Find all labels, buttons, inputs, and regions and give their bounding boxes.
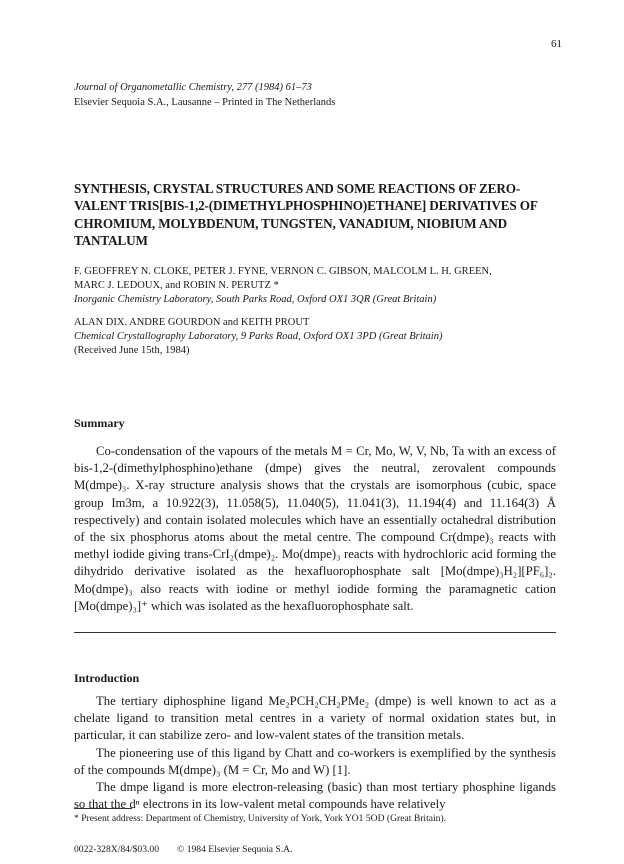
imprint-line — [74, 844, 293, 855]
received-date: (Received June 15th, 1984) — [74, 345, 190, 356]
authors-block — [74, 265, 564, 358]
author-list-2: ALAN DIX. ANDRE GOURDON and KEITH PROUT — [74, 317, 310, 328]
publisher-line: Elsevier Sequoia S.A., Lausanne – Printed in The Netherlands — [74, 97, 336, 108]
affiliation-2: Chemical Crystallography Laboratory, 9 Parks Road, Oxford OX1 3PD (Great Britain) — [74, 331, 443, 342]
journal-citation: Journal of Organometallic Chemistry, 277 (1984) 61–73 — [74, 82, 312, 93]
summary-body — [74, 443, 556, 615]
section-divider — [74, 632, 556, 633]
summary-heading: Summary — [74, 416, 125, 430]
intro-paragraph-3: The dmpe ligand is more electron-releasing (basic) than most tertiary phosphine ligands so that the dⁿ electrons in its low-valent metal compounds have relatively — [74, 780, 556, 812]
author-list-1a: F. GEOFFREY N. CLOKE, PETER J. FYNE, VERNON C. GIBSON, MALCOLM L. H. GREEN, — [74, 266, 492, 277]
intro-paragraph-1: The tertiary diphosphine ligand Me₂PCH₂CH₂PMe₂ (dmpe) is well known to act as a chelate ligand to transition metal centres in a variety of normal oxidation states but, in particular, it can stabilize zero- and low-valent states of the transition metals. — [74, 694, 556, 743]
introduction-body — [74, 693, 556, 813]
affiliation-1: Inorganic Chemistry Laboratory, South Parks Road, Oxford OX1 3QR (Great Britain) — [74, 294, 437, 305]
copyright-notice: © 1984 Elsevier Sequoia S.A. — [177, 844, 293, 855]
author-list-1b: MARC J. LEDOUX, and ROBIN N. PERUTZ * — [74, 280, 279, 291]
introduction-heading: Introduction — [74, 671, 140, 685]
article-title: SYNTHESIS, CRYSTAL STRUCTURES AND SOME REACTIONS OF ZERO-VALENT TRIS[BIS-1,2-(DIMETHYLPHOSPHINO)ETHANE] DERIVATIVES OF CHROMIUM, MOLYBDENUM, TUNGSTEN, VANADIUM, NIOBIUM AND TANTALUM — [74, 181, 538, 249]
page-number: 61 — [551, 38, 562, 50]
intro-paragraph-2: The pioneering use of this ligand by Chatt and co-workers is exemplified by the synthesis of the compounds M(dmpe)₃ (M = Cr, Mo and W) [1]. — [74, 745, 556, 777]
summary-text: Co-condensation of the vapours of the metals M = Cr, Mo, W, V, Nb, Ta with an excess of bis-1,2-(dimethylphosphino)ethane (dmpe) gives the neutral, zerovalent compounds M(dmpe)₃. X-ray structure analysis shows that the crystals are isomorphous (cubic, space group Im3m, a 10.922(3), 11.058(5), 11.040(5), 11.041(3), 11.194(4) and 11.164(3) Å respectively) and contain isolated molecules which have an essentially octahedral distribution of the six phosphorus atoms about the metal centre. The compound Cr(dmpe)₃ reacts with methyl iodide giving trans-CrI₂(dmpe)₂. Mo(dmpe)₃ reacts with hydrochloric acid forming the dihydrido derivative isolated as the hexafluorophosphate salt [Mo(dmpe)₃H₂][PF₆]₂. Mo(dmpe)₃ also reacts with iodine or methyl iodide forming the paramagnetic cation [Mo(dmpe)₃]⁺ which was isolated as the hexafluorophosphate salt. — [74, 444, 556, 613]
journal-info — [74, 80, 335, 110]
issn-price: 0022-328X/84/$03.00 — [74, 844, 160, 855]
footnote: * Present address: Department of Chemistry, University of York, York YO1 5OD (Great Britain). — [74, 813, 447, 824]
footnote-rule — [74, 808, 132, 809]
